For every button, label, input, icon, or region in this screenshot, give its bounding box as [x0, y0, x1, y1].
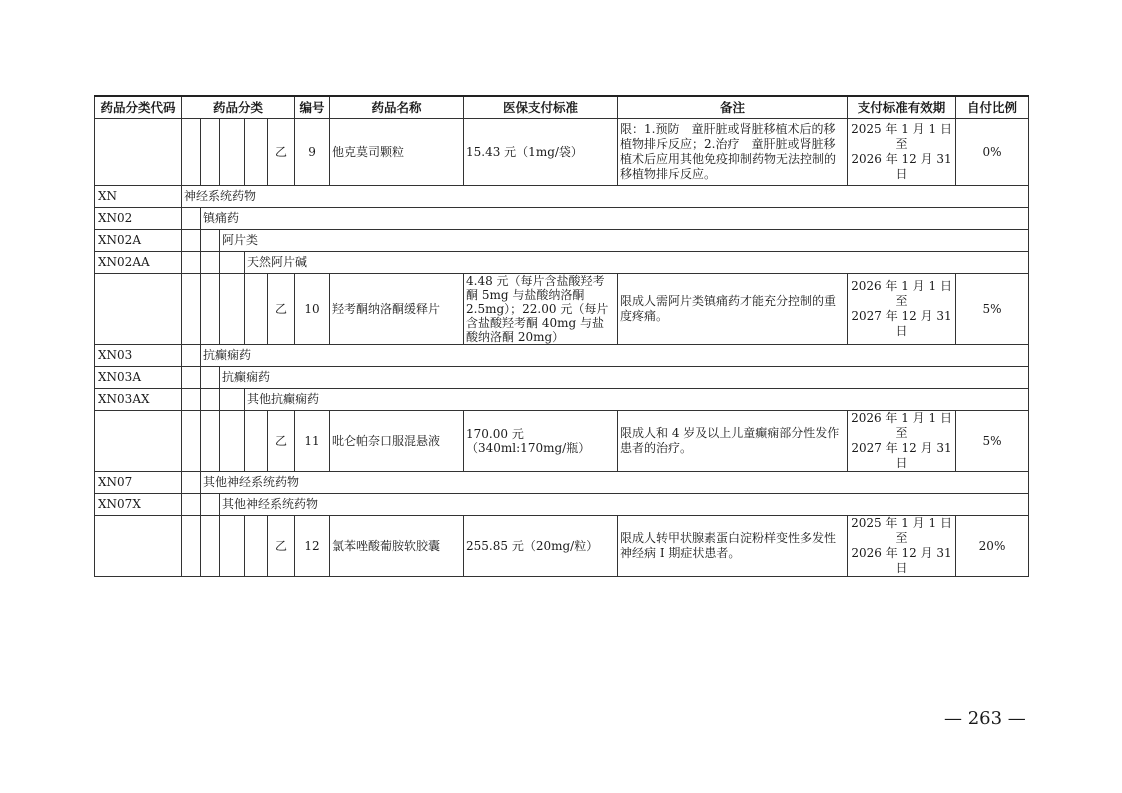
header-remarks: 备注 [618, 96, 848, 119]
category-label: 神经系统药物 [182, 186, 1029, 208]
drug-payment-table [94, 95, 1029, 577]
code-cell [95, 119, 182, 186]
code-cell: XN03 [95, 345, 182, 367]
drug-table-container [94, 95, 1028, 577]
header-code: 药品分类代码 [95, 96, 182, 119]
drug-name-cell: 氯苯唑酸葡胺软胶囊 [330, 516, 464, 577]
category-label: 其他神经系统药物 [201, 472, 1029, 494]
table-row [95, 411, 1029, 472]
category-row-xn02 [95, 208, 1029, 230]
category-row-xn03ax [95, 389, 1029, 411]
validity-cell: 2026 年 1 月 1 日至 2027 年 12 月 31 日 [848, 274, 956, 345]
header-ratio: 自付比例 [956, 96, 1029, 119]
code-cell: XN02A [95, 230, 182, 252]
code-cell: XN03A [95, 367, 182, 389]
header-validity: 支付标准有效期 [848, 96, 956, 119]
category-row-xn03a [95, 367, 1029, 389]
code-cell: XN [95, 186, 182, 208]
drug-name-cell: 羟考酮纳洛酮缓释片 [330, 274, 464, 345]
category-row-xn02a [95, 230, 1029, 252]
header-name: 药品名称 [330, 96, 464, 119]
table-row [95, 274, 1029, 345]
category-label: 抗癫痫药 [220, 367, 1029, 389]
validity-cell: 2026 年 1 月 1 日至 2027 年 12 月 31 日 [848, 411, 956, 472]
ratio-cell: 5% [956, 411, 1029, 472]
table-row [95, 516, 1029, 577]
remarks-cell: 限成人转甲状腺素蛋白淀粉样变性多发性神经病 I 期症状患者。 [618, 516, 848, 577]
code-cell: XN07X [95, 494, 182, 516]
drug-name-cell: 吡仑帕奈口服混悬液 [330, 411, 464, 472]
remarks-cell: 限：1.预防 童肝脏或肾脏移植术后的移植物排斥反应；2.治疗 童肝脏或肾脏移植术后应用其他免疫抑制药物无法控制的移植物排斥反应。 [618, 119, 848, 186]
code-cell: XN02AA [95, 252, 182, 274]
table-header-row [95, 96, 1029, 119]
ratio-cell: 5% [956, 274, 1029, 345]
code-cell [95, 274, 182, 345]
code-cell: XN07 [95, 472, 182, 494]
ratio-cell: 0% [956, 119, 1029, 186]
code-cell [95, 411, 182, 472]
category-row-xn02aa [95, 252, 1029, 274]
validity-cell: 2025 年 1 月 1 日至 2026 年 12 月 31 日 [848, 119, 956, 186]
category-row-xn07 [95, 472, 1029, 494]
category-label: 阿片类 [220, 230, 1029, 252]
category-row-xn [95, 186, 1029, 208]
code-cell [95, 516, 182, 577]
grade-cell: 乙 [268, 119, 295, 186]
category-label: 镇痛药 [201, 208, 1029, 230]
header-number: 编号 [295, 96, 330, 119]
table-row [95, 119, 1029, 186]
ratio-cell: 20% [956, 516, 1029, 577]
standard-cell: 170.00 元（340ml:170mg/瓶） [464, 411, 618, 472]
validity-cell: 2025 年 1 月 1 日至 2026 年 12 月 31 日 [848, 516, 956, 577]
number-cell: 10 [295, 274, 330, 345]
page-number: — 263 — [944, 708, 1026, 729]
number-cell: 11 [295, 411, 330, 472]
standard-cell: 15.43 元（1mg/袋） [464, 119, 618, 186]
standard-cell: 255.85 元（20mg/粒） [464, 516, 618, 577]
category-label: 其他抗癫痫药 [245, 389, 1029, 411]
category-label: 其他神经系统药物 [220, 494, 1029, 516]
remarks-cell: 限成人和 4 岁及以上儿童癫痫部分性发作患者的治疗。 [618, 411, 848, 472]
category-label: 天然阿片碱 [245, 252, 1029, 274]
header-category: 药品分类 [182, 96, 295, 119]
standard-cell: 4.48 元（每片含盐酸羟考酮 5mg 与盐酸纳洛酮 2.5mg）；22.00 元（每片含盐酸羟考酮 40mg 与盐酸纳洛酮 20mg） [464, 274, 618, 345]
grade-cell: 乙 [268, 274, 295, 345]
header-standard: 医保支付标准 [464, 96, 618, 119]
number-cell: 9 [295, 119, 330, 186]
grade-cell: 乙 [268, 411, 295, 472]
category-label: 抗癫痫药 [201, 345, 1029, 367]
code-cell: XN02 [95, 208, 182, 230]
remarks-cell: 限成人需阿片类镇痛药才能充分控制的重度疼痛。 [618, 274, 848, 345]
drug-name-cell: 他克莫司颗粒 [330, 119, 464, 186]
code-cell: XN03AX [95, 389, 182, 411]
number-cell: 12 [295, 516, 330, 577]
category-row-xn07x [95, 494, 1029, 516]
category-row-xn03 [95, 345, 1029, 367]
grade-cell: 乙 [268, 516, 295, 577]
